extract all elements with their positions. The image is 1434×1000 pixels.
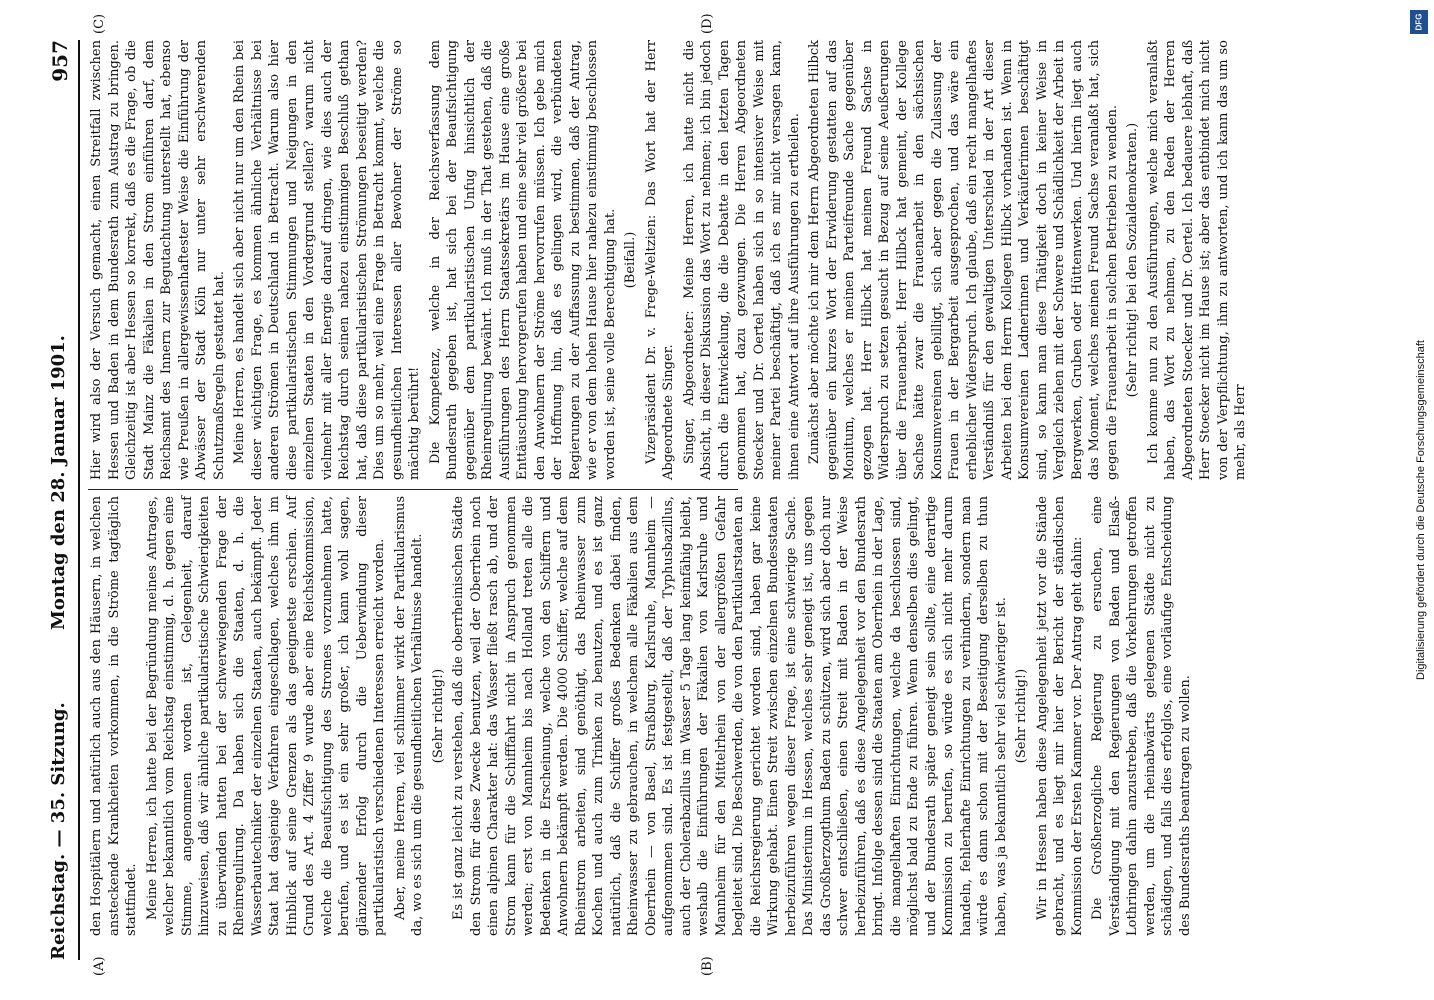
dfg-logo: DFG [1410, 10, 1428, 34]
paragraph: Meine Herren, es handelt sich aber nicht nur um den Rhein bei dieser wichtigen Frage, es kommen ähnliche Verhältnisse bei anderen Strömen in Deutschland in Betracht. Warum also hier diese partikularistischen Stimmungen und Neigungen in den einzelnen Staaten in den Vordergrund stellen? warum nicht vielmehr mit aller Energie darauf dringen, wie dies auch der Reichstag durch seinen nahezu einstimmigen Beschluß gethan hat, daß diese partikularistischen Strömungen beseitigt werden? Dies um so mehr, weil eine Frage in Betracht kommt, welche die gesundheitlichen Interessen aller Bewohner der Ströme so mächtig berührt! [232, 40, 422, 480]
dfg-stamp [1408, 0, 1434, 1000]
paragraph: Hier wird also der Versuch gemacht, einen Streitfall zwischen Hessen und Baden in dem Bundesrath zum Austrag zu bringen. Gleichzeitig ist aber Hessen so korrekt, daß es die Frage, ob die Stadt Mainz die Fäkalien in den Strom einführen darf, dem Reichsamt des Innern zur Begutachtung unterstellt hat, ebenso wie Preußen in allergewissenhaftester Weise die Einführung der Abwässer der Stadt Köln nur unter sehr erschwerenden Schutzmaßregeln gestattet hat. [89, 40, 227, 480]
paragraph: Die Kompetenz, welche in der Reichsverfassung dem Bundesrath gegeben ist, hat sich bei der Beaufsichtigung gegenüber dem partikularistischen Unfug hinsichtlich der Rheinregulirung bewährt. Ich muß in der That gestehen, daß die Ausführungen des Herrn Staatssekretärs im Hause eine große Enttäuschung hervorgerufen haben und eine sehr viel größere bei den Anwohnern der Ströme hervorrufen müssen. Ich gebe mich der Hoffnung hin, daß es gelingen wird, die verbündeten Regierungen zu der Auffassung zu bestimmen, daß der Antrag, wie er von dem hohen Hause hier nahezu einstimmig beschlossen worden ist, seine volle Berechtigung hat. [427, 40, 618, 480]
paragraph: Meine Herren, ich hatte bei der Begründung meines Antrages, welcher bekanntlich vom Reichstag einstimmig, d. h. gegen eine Stimme, angenommen worden ist, Gelegenheit, darauf hinzuweisen, daß wir ähnliche partikularistische Schwierigkeiten zu überwinden hatten bei der schwerwiegenden Frage der Rheinregulirung. Da haben sich die Staaten, d. h. die Wasserbautechniker der einzelnen Staaten, auch bekämpft. Jeder Staat hat dasjenige Verfahren eingeschlagen, welches ihm im Hinblick auf seine Grenzen als das geeignetste erschien. Auf Grund des Art. 4 Ziffer 9 wurde aber eine Reichskommission, welche die Beaufsichtigung des Stromes vorzunehmen hatte, berufen, und es ist ein sehr großer, ich kann wohl sagen, glänzender Erfolg durch die Ueberwindung dieser partikularistisch verschiedenen Interessen erreicht worden. [144, 496, 387, 936]
interjection: (Sehr richtig! bei den Sozialdemokraten.) [1125, 122, 1140, 398]
page-number: 957 [48, 40, 72, 82]
paragraph: Zunächst aber möchte ich mir dem Herrn Abgeordneten Hilbck gegenüber ein kurzes Wort der Erwiderung gestatten auf das Monitum, welches er meinen Parteifreunde Sache gegenüber gezogen hat. Herr Hilbck hat meinen Freund Sachse in Widerspruch zu setzen gesucht in Bezug auf seine Aeußerungen über die Frauenarbeit. Herr Hilbck hat gemeint, der Kollege Sachse hätte zwar die Frauenarbeit in den sächsischen Konsumvereinen gebilligt, sich aber gegen die Zulassung der Frauen in der Bergarbeit ausgesprochen, und das wäre ein erheblicher Widerspruch. Ich glaube, daß ein recht mangelhaftes Verständniß für den gewaltigen Unterschied in der Art dieser Arbeiten bei dem Herrn Kollegen Hilbck vorhanden ist. Wenn in Konsumvereinen Ladnerinnen und Verkäuferinnen beschäftigt sind, so kann man diese Thätigkeit doch in keiner Weise in Vergleich ziehen mit der Schwere und Schädlichkeit der Arbeit in Bergwerken, Gruben oder Hüttenwerken. Und hierin liegt auch das Moment, welches meinen Freund Sachse veranlaßt hat, sich gegen die Frauenarbeit in solchen Betrieben zu wenden. [807, 40, 1120, 480]
paragraph: Es ist ganz leicht zu verstehen, daß die oberrheinischen Städte den Strom für diese Zwecke benutzen, weil der Oberrhein noch einen alpinen Charakter hat: das Wasser fließt rasch ab, und der Strom kann für die Schifffahrt nicht in Anspruch genommen werden; erst von Mannheim bis nach Holland treten alle die Bedenken in die Erscheinung, welche von den Schiffern und Anwohnern bekämpft werden. Die 4000 Schiffer, welche auf dem Rheinstrom arbeiten, sind genöthigt, das Rheinwasser zum Kochen und auch zum Trinken zu benutzen, und es ist ganz natürlich, daß die Schiffer großes Bedenken dabei finden, Rheinwasser zu gebrauchen, in welchem alle Fäkalien aus dem Oberrhein — von Basel, Straßburg, Karlsruhe, Mannheim — aufgenommen sind. Es ist festgestellt, daß der Typhusbazillus, auch der Cholerabazillus im Wasser 5 Tage lang keimfähig bleibt, weshalb die Einführungen der Fäkalien von Karlsruhe und Mannheim für den Mittelrhein von der allergrößten Gefahr begleitet sind. Die Beschwerden, die von den Partikularstaaten an die Reichsregierung gerichtet worden sind, haben gar keine Wirkung gehabt. Einen Streit zwischen einzelnen Bundesstaaten herbeizuführen wegen dieser Frage, ist eine schwierige Sache. Das Ministerium in Hessen, welches sehr geneigt ist, uns gegen das Großherzogthum Baden zu schützen, wird sich aber doch nur schwer entschließen, einen Streit mit Baden in der Weise herbeizuführen, daß es diese Angelegenheit vor den Bundesrath bringt. Infolge dessen sind die Staaten am Oberrhein in der Lage, die mangelhaften Einrichtungen, welche da beschlossen sind, möglichst bald zu Ende zu führen. Wenn denselben dies gelingt, und der Bundesrath später geneigt sein sollte, eine derartige Kommission zu berufen, so würde es sich nicht mehr darum handeln, fehlerhafte Einrichtungen zu verhindern, sondern man würde es dann schon mit der Beseitigung derselben zu thun haben, was ja bekanntlich sehr viel schwieriger ist. [451, 496, 1009, 936]
dfg-funding-note: Digitalisierung gefördert durch die Deutsche Forschungsgemeinschaft [1415, 340, 1427, 680]
column-divider [88, 489, 738, 490]
right-column [88, 40, 1388, 480]
header-date: Montag den 28. Januar 1901. [48, 335, 69, 630]
margin-mark-d: (D) [700, 13, 715, 34]
speaker-paragraph: Singer, Abgeordneter: Meine Herren, ich hatte nicht die Absicht, in dieser Diskussion das Wort zu nehmen; ich bin jedoch durch die Entwickelung, die die Debatte in den letzten Tagen genommen hat, dazu gezwungen. Die Herren Abgeordneten Stoecker und Dr. Oertel haben sich in so intensiver Weise mit meiner Partei beschäftigt, daß ich es mir nicht versagen kann, ihnen eine Antwort auf ihre Ausführungen zu ertheilen. [681, 40, 802, 480]
interjection: (Sehr richtig!) [430, 668, 446, 764]
paragraph: Ich komme nun zu den Ausführungen, welche mich veranlaßt haben, das Wort zu nehmen, zu den Reden der Herren Abgeordneten Stoecker und Dr. Oertel. Ich bedauere lebhaft, daß Herr Stoecker nicht im Hause ist; aber das entbindet mich nicht von der Verpflichtung, ihm zu antworten, und ich kann das um so mehr, als Herr [1145, 40, 1248, 480]
interjection: (Sehr richtig!) [1014, 668, 1029, 764]
left-column [88, 496, 1388, 936]
interjection: (Beifall.) [623, 231, 638, 289]
paragraph: Wir in Hessen haben diese Angelegenheit jetzt vor die Stände gebracht, und es liegt mir hier der Bericht der ständischen Kommission der Ersten Kammer vor. Der Antrag geht dahin: [1034, 496, 1085, 936]
paragraph: den Hospitälern und natürlich auch aus den Häusern, in welchen ansteckende Krankheiten vorkommen, in die Ströme tagtäglich stattfindet. [89, 496, 139, 936]
margin-mark-b: (B) [700, 956, 715, 976]
paragraph: Aber, meine Herren, viel schlimmer wirkt der Partikularismus da, wo es sich um die gesundheitlichen Verhältnisse handelt. [392, 496, 425, 936]
margin-mark-a: (A) [92, 956, 107, 976]
margin-mark-c: (C) [92, 13, 107, 34]
quoted-motion: Die Großherzogliche Regierung zu ersuchen, eine Verständigung mit den Regierungen von Baden und Elsaß-Lothringen dahin anzustreben, daß die Vorkehrungen getroffen werden, um die rheinabwärts gelegenen Städte nicht zu schädigen, und falls dies erfolglos, eine vorläufige Entscheidung des Bundesraths beantragen zu wollen. [1090, 496, 1193, 936]
header-left: Reichstag. — 35. Sitzung. [48, 702, 69, 960]
page-header [48, 40, 80, 960]
speaker-paragraph: Vizepräsident Dr. v. Frege-Weltzien: Das Wort hat der Herr Abgeordnete Singer. [643, 40, 676, 480]
